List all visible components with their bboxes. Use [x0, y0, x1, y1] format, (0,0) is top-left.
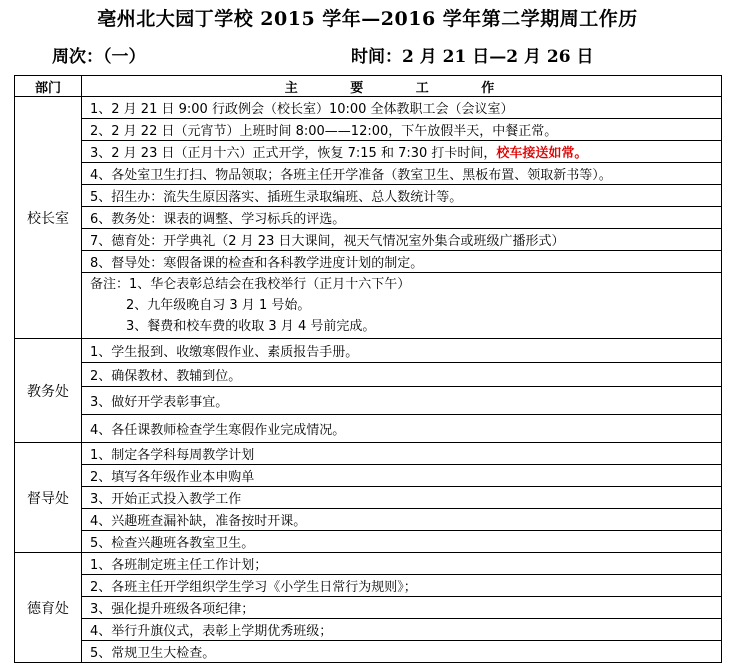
table-row: [15, 273, 722, 339]
document-title: 亳州北大园丁学校 2015 学年—2016 学年第二学期周工作历: [97, 8, 638, 30]
note-line-1: 备注：1、华仑表彰总结会在我校举行（正月十六下午）: [90, 277, 411, 292]
table-row: [15, 97, 722, 119]
supervision-item-2: 2、填写各年级作业本申购单: [82, 465, 722, 487]
table-row: [15, 339, 722, 363]
work-calendar-table: [14, 75, 722, 663]
moral-item-2: 2、各班主任开学组织学生学习《小学生日常行为规则》；: [82, 575, 722, 597]
principal-item-8: 8、督导处：寒假备课的检查和各科教学进度计划的制定。: [82, 251, 722, 273]
table-row: [15, 597, 722, 619]
table-row: [15, 443, 722, 465]
table-row: [15, 363, 722, 387]
academic-item-1: 1、学生报到、收缴寒假作业、素质报告手册。: [82, 339, 722, 363]
table-row: [15, 163, 722, 185]
academic-item-3: 3、做好开学表彰事宜。: [82, 387, 722, 415]
principal-item-6: 6、教务处：课表的调整、学习标兵的评选。: [82, 207, 722, 229]
table-row: [15, 465, 722, 487]
principal-item-4: 4、各处室卫生打扫、物品领取；各班主任开学准备（教室卫生、黑板布置、领取新书等）。: [82, 163, 722, 185]
principal-note: [82, 273, 722, 339]
table-row: [15, 531, 722, 553]
dept-supervision: 督导处: [15, 443, 82, 553]
moral-item-4: 4、举行升旗仪式，表彰上学期优秀班级；: [82, 619, 722, 641]
note-line-2: 2、九年级晚自习 3 月 1 号始。: [126, 298, 311, 313]
dept-academic-affairs: 教务处: [15, 339, 82, 443]
supervision-item-4: 4、兴趣班查漏补缺，准备按时开课。: [82, 509, 722, 531]
table-row: [15, 553, 722, 575]
table-row: [15, 207, 722, 229]
supervision-item-5: 5、检查兴趣班各教室卫生。: [82, 531, 722, 553]
table-row: [15, 641, 722, 663]
table-row: [15, 415, 722, 443]
table-header-row: [15, 76, 722, 97]
table-row: [15, 387, 722, 415]
supervision-item-1: 1、制定各学科每周教学计划: [82, 443, 722, 465]
dept-principal-office: 校长室: [15, 97, 82, 339]
table-row: [15, 229, 722, 251]
header-dept: 部门: [15, 76, 82, 97]
principal-item-2: 2、2 月 22 日（元宵节）上班时间 8:00——12:00，下午放假半天，中餐正常。: [82, 119, 722, 141]
table-row: [15, 251, 722, 273]
moral-item-1: 1、各班制定班主任工作计划；: [82, 553, 722, 575]
table-row: [15, 487, 722, 509]
table-row: [15, 119, 722, 141]
principal-item-3-highlight: 校车接送如常。: [496, 146, 588, 161]
week-label: 周次：（一）: [52, 47, 146, 67]
supervision-item-3: 3、开始正式投入教学工作: [82, 487, 722, 509]
dept-moral-education: 德育处: [15, 553, 82, 663]
principal-item-3: [82, 141, 722, 163]
table-row: [15, 185, 722, 207]
moral-item-5: 5、常规卫生大检查。: [82, 641, 722, 663]
header-main: 主 要 工 作: [82, 76, 722, 97]
table-row: [15, 141, 722, 163]
principal-item-3-text: 3、2 月 23 日（正月十六）正式开学，恢复 7:15 和 7:30 打卡时间，: [90, 146, 497, 161]
moral-item-3: 3、强化提升班级各项纪律；: [82, 597, 722, 619]
note-line-3: 3、餐费和校车费的收取 3 月 4 号前完成。: [126, 319, 376, 334]
principal-item-7: 7、德育处：开学典礼（2 月 23 日大课间，视天气情况室外集合或班级广播形式）: [82, 229, 722, 251]
table-row: [15, 619, 722, 641]
principal-item-5: 5、招生办：流失生原因落实、插班生录取编班、总人数统计等。: [82, 185, 722, 207]
time-label: 时间：2 月 21 日—2 月 26 日: [351, 47, 594, 67]
academic-item-2: 2、确保教材、教辅到位。: [82, 363, 722, 387]
principal-item-1: 1、2 月 21 日 9:00 行政例会（校长室）10:00 全体教职工会（会议室）: [82, 97, 722, 119]
table-row: [15, 509, 722, 531]
academic-item-4: 4、各任课教师检查学生寒假作业完成情况。: [82, 415, 722, 443]
table-row: [15, 575, 722, 597]
